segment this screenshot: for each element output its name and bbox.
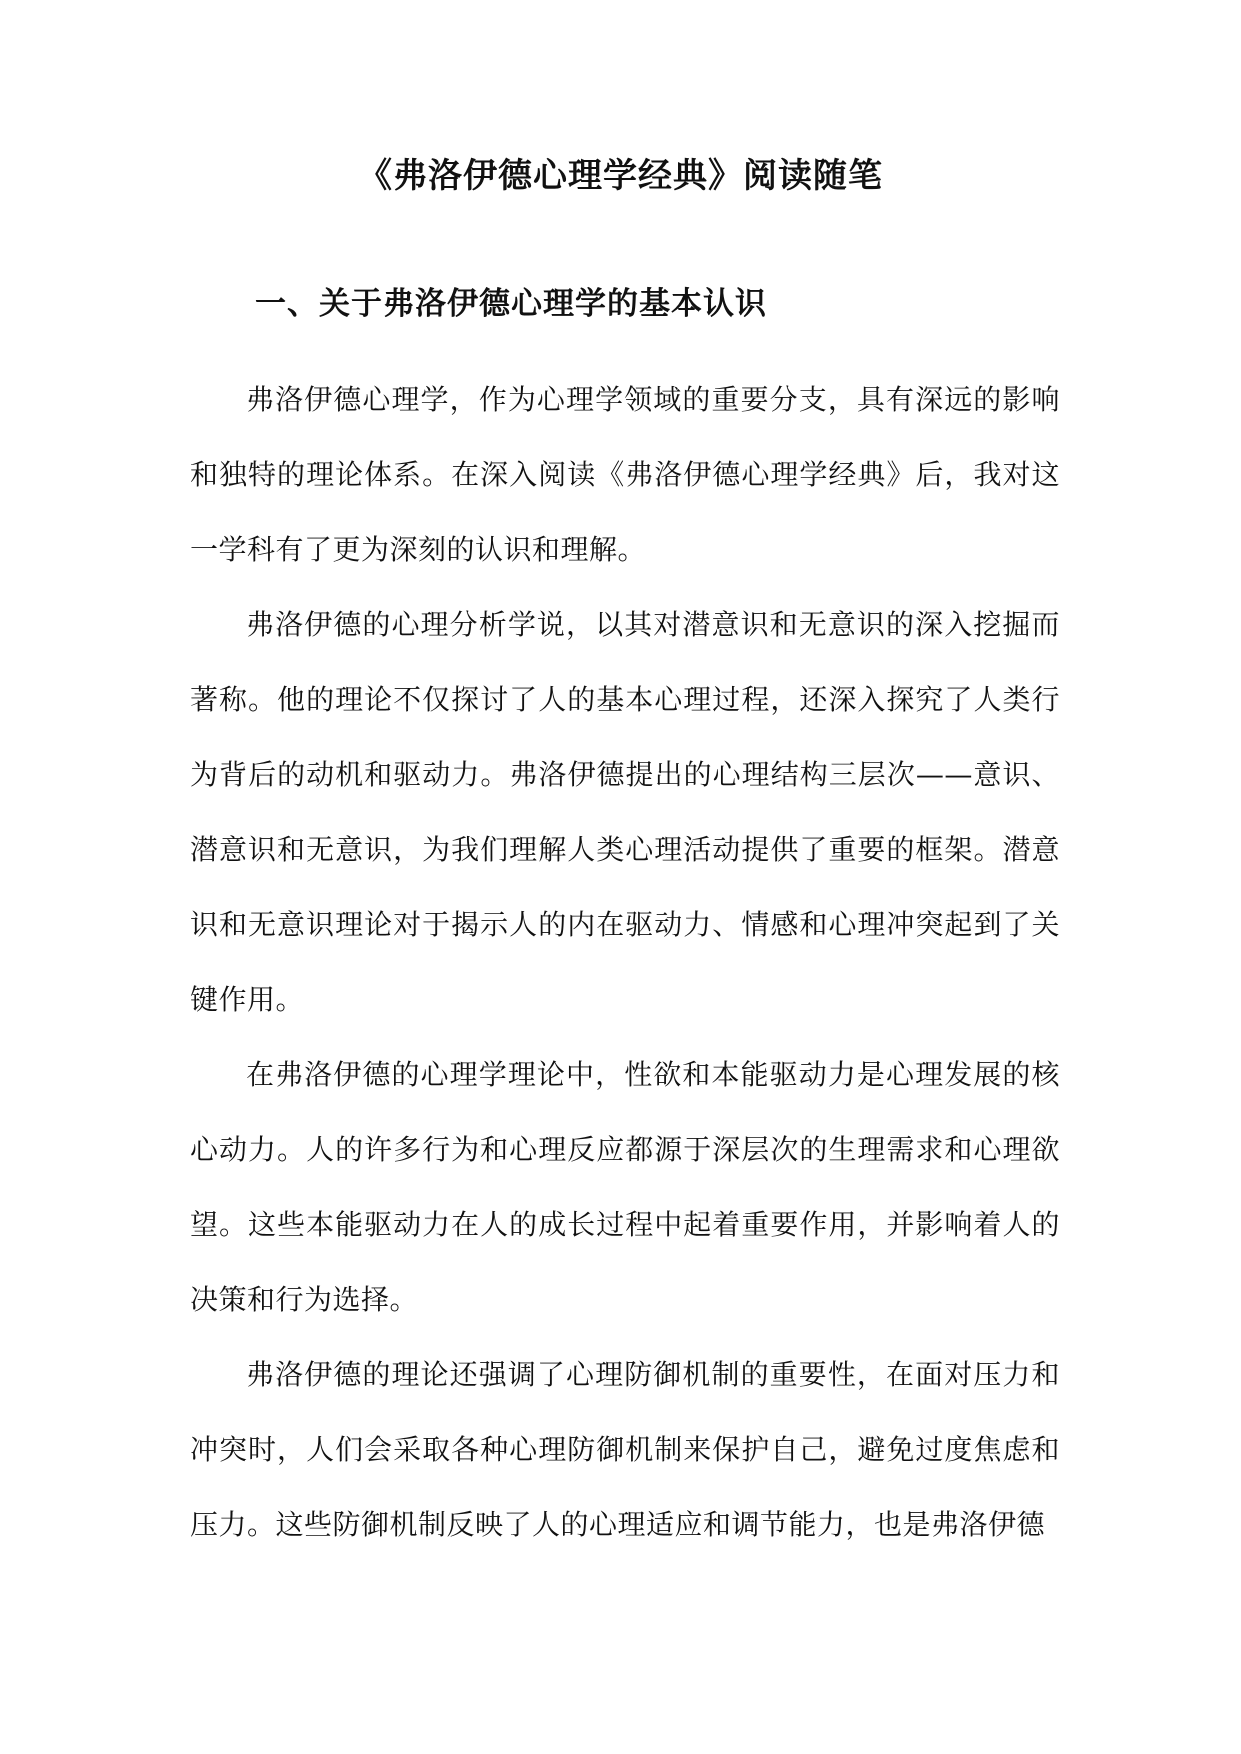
paragraph-1: 弗洛伊德心理学，作为心理学领域的重要分支，具有深远的影响和独特的理论体系。在深入阅读《弗洛伊德心理学经典》后，我对这一学科有了更为深刻的认识和理解。 bbox=[190, 383, 1060, 566]
document-title: 《弗洛伊德心理学经典》阅读随笔 bbox=[358, 156, 883, 196]
paragraph-2: 弗洛伊德的心理分析学说，以其对潜意识和无意识的深入挖掘而著称。他的理论不仅探讨了人的基本心理过程，还深入探究了人类行为背后的动机和驱动力。弗洛伊德提出的心理结构三层次——意识、潜意识和无意识，为我们理解人类心理活动提供了重要的框架。潜意识和无意识理论对于揭示人的内在驱动力、情感和心理冲突起到了关键作用。 bbox=[190, 608, 1060, 1016]
paragraph-4: 弗洛伊德的理论还强调了心理防御机制的重要性，在面对压力和冲突时，人们会采取各种心理防御机制来保护自己，避免过度焦虑和压力。这些防御机制反映了人的心理适应和调节能力，也是弗洛伊德 bbox=[190, 1358, 1060, 1541]
paragraph-3: 在弗洛伊德的心理学理论中，性欲和本能驱动力是心理发展的核心动力。人的许多行为和心理反应都源于深层次的生理需求和心理欲望。这些本能驱动力在人的成长过程中起着重要作用，并影响着人的决策和行为选择。 bbox=[190, 1058, 1060, 1316]
body-text bbox=[190, 362, 1060, 1562]
section-heading: 一、关于弗洛伊德心理学的基本认识 bbox=[255, 286, 767, 322]
